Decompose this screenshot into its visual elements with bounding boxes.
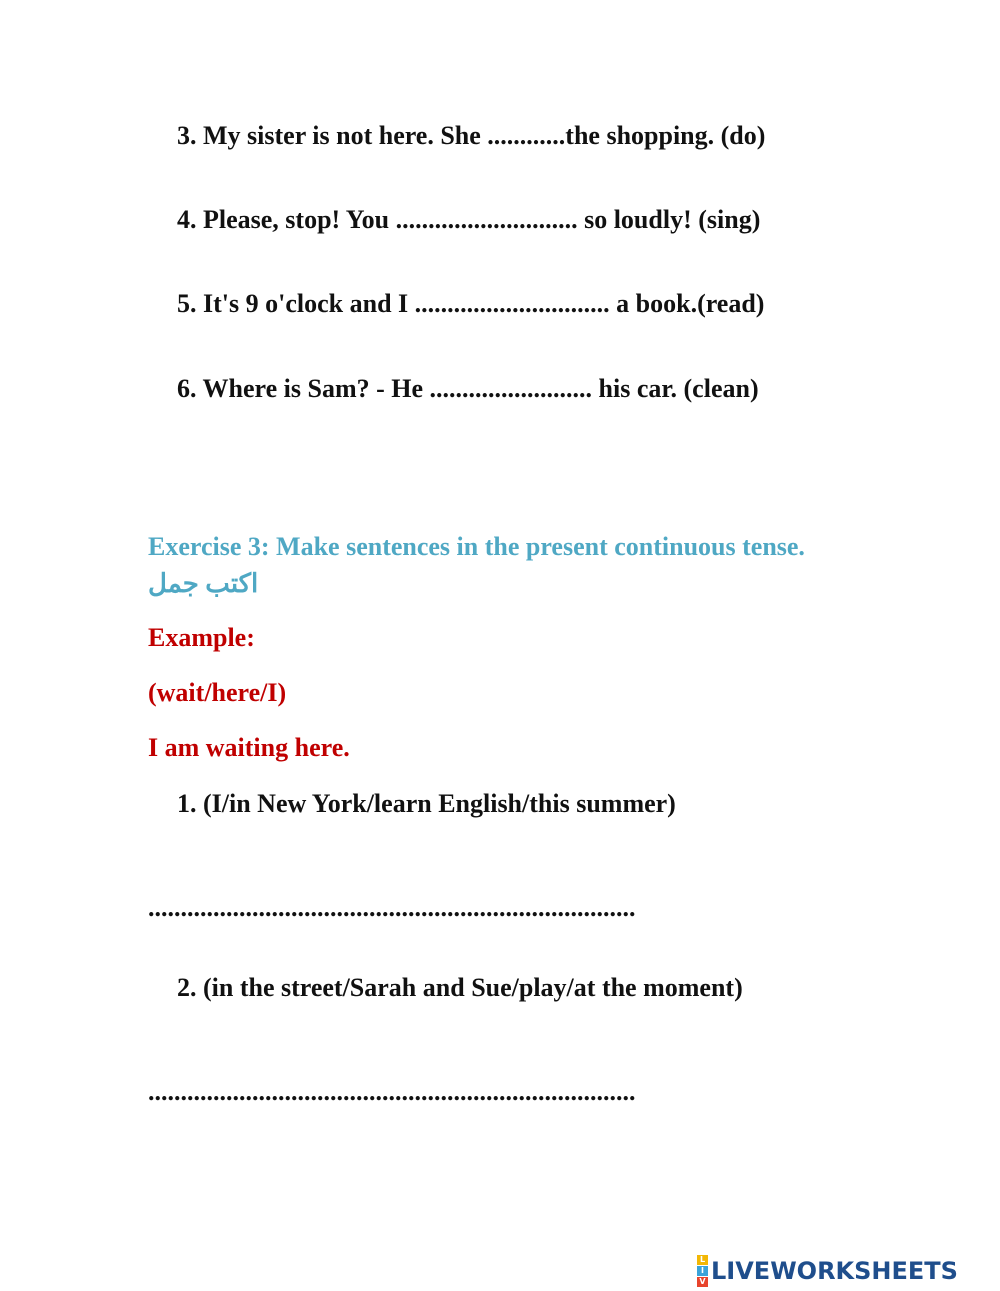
question-5: 5. It's 9 o'clock and I .............................. a book.(read) [177, 289, 765, 318]
question-4: 4. Please, stop! You ............................ so loudly! (sing) [177, 205, 761, 234]
liveworksheets-logo [697, 1254, 958, 1288]
answer-line-1[interactable]: ........................................................................... [148, 893, 636, 922]
example-answer: I am waiting here. [148, 733, 350, 762]
logo-text: LIVEWORKSHEETS [711, 1257, 958, 1285]
answer-line-2[interactable]: ........................................................................... [148, 1077, 636, 1106]
logo-blocks-icon [697, 1255, 708, 1287]
exercise-3-title: Exercise 3: Make sentences in the present continuous tense. اكتب جمل [148, 532, 805, 598]
example-prompt: (wait/here/I) [148, 678, 287, 707]
logo-block-l: L [697, 1255, 708, 1265]
logo-block-v: V [697, 1277, 708, 1287]
logo-block-i: I [697, 1266, 708, 1276]
sentence-prompt-2: 2. (in the street/Sarah and Sue/play/at the moment) [177, 973, 743, 1002]
question-6: 6. Where is Sam? - He ......................... his car. (clean) [177, 374, 759, 403]
example-label: Example: [148, 623, 255, 652]
sentence-prompt-1: 1. (I/in New York/learn English/this summer) [177, 789, 676, 818]
question-3: 3. My sister is not here. She ............the shopping. (do) [177, 121, 766, 150]
